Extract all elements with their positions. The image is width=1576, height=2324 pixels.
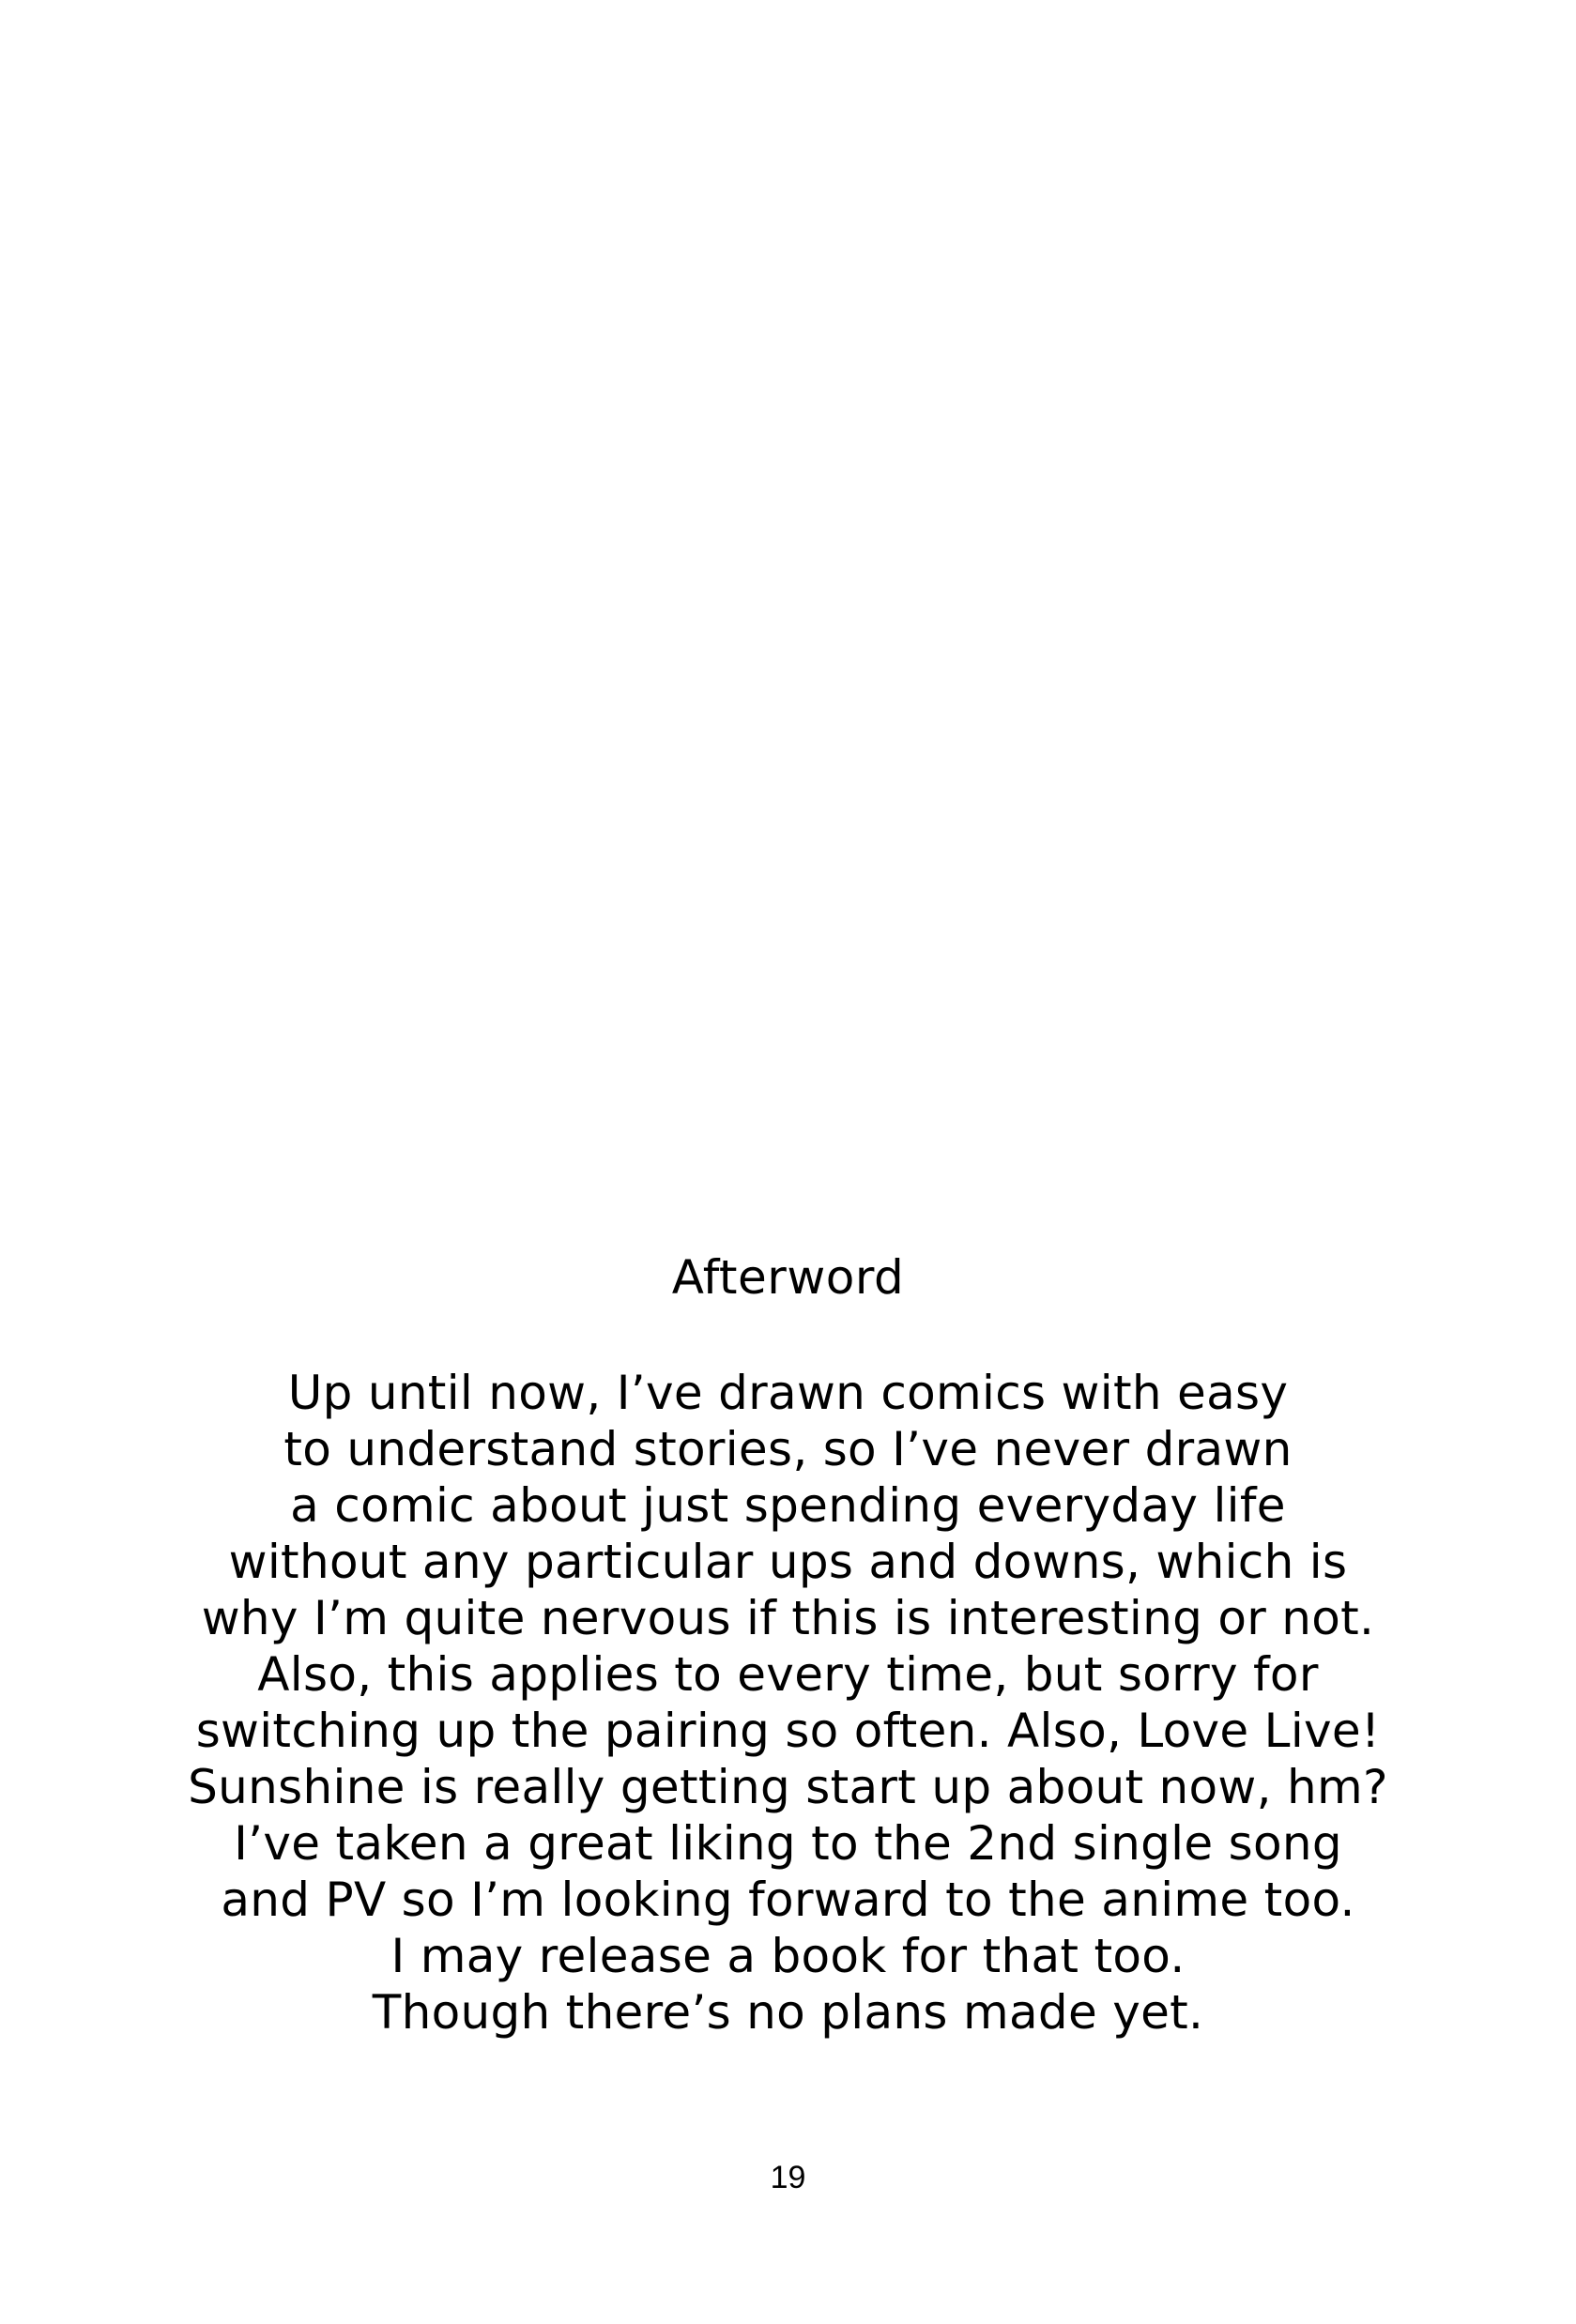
afterword-line: a comic about just spending everyday life [290,1478,1286,1533]
afterword-line: I may release a book for that too. [390,1929,1186,1983]
afterword-line: why I’m quite nervous if this is interesting or not. [201,1591,1375,1645]
afterword-line: I’ve taken a great liking to the 2nd single song [234,1816,1342,1871]
afterword-body [0,1365,1576,2041]
afterword-line: Up until now, I’ve drawn comics with easy [287,1366,1289,1420]
afterword-line: switching up the pairing so often. Also, Love Live! [195,1704,1381,1758]
afterword-line: Sunshine is really getting start up about now, hm? [188,1760,1388,1814]
page-number: 19 [770,2160,806,2195]
afterword-line: Also, this applies to every time, but sorry for [257,1647,1319,1702]
afterword-title: Afterword [671,1250,905,1305]
afterword-line: without any particular ups and downs, which is [228,1535,1348,1589]
afterword-line: Though there’s no plans made yet. [372,1985,1204,2040]
afterword-line: to understand stories, so I’ve never drawn [283,1422,1293,1476]
afterword-line: and PV so I’m looking forward to the anime too. [221,1873,1355,1927]
